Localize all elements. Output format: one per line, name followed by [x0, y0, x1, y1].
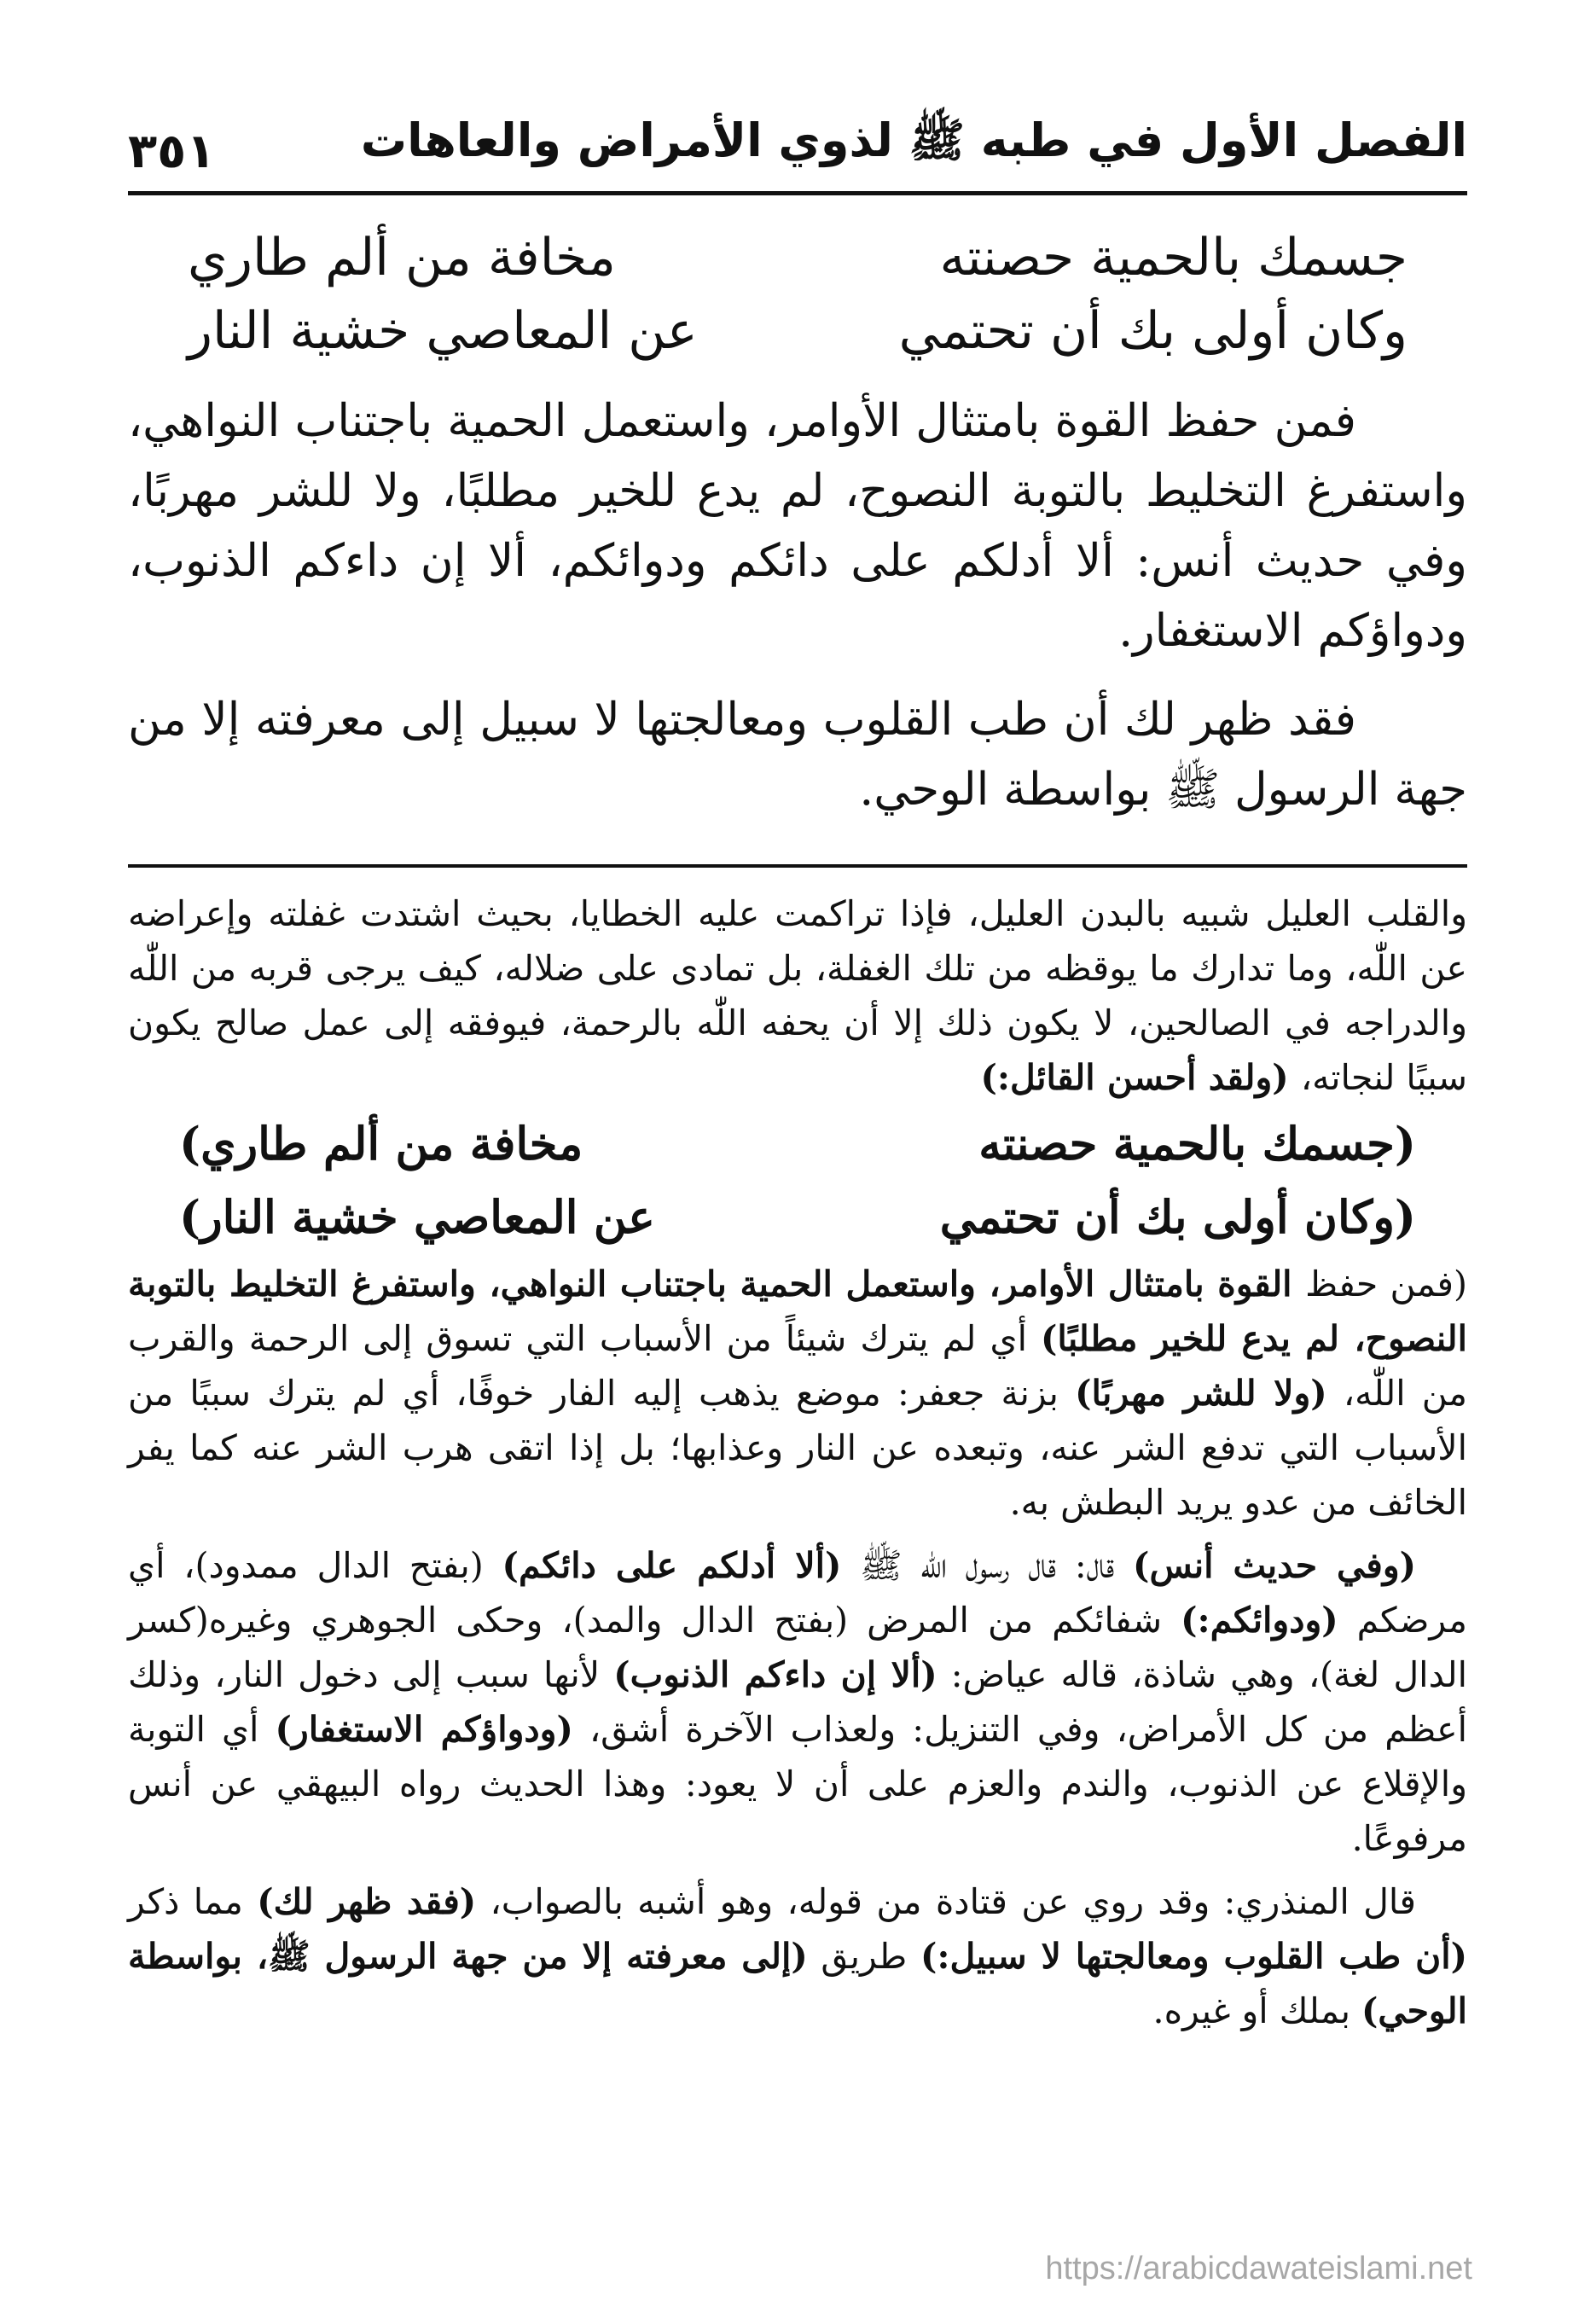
commentary-section: [128, 886, 1467, 2038]
commentary-text: بملك أو غيره.: [1152, 1990, 1362, 2031]
commentary-quote: (إلى معرفته إلا من جهة الرسول ﷺ، بواسطة الوحي): [128, 1936, 1467, 2031]
verse-line: [188, 294, 1408, 368]
verse-hemistich-left: مخافة من ألم طاري): [179, 1118, 583, 1171]
commentary-quote: (ودواؤكم الاستغفار): [275, 1709, 573, 1750]
commentary-text: أي لم يترك شيئاً من الأسباب التي تسوق إلى الرحمة والقرب من اللّٰه،: [128, 1318, 1467, 1414]
main-paragraph: فقد ظهر لك أن طب القلوب ومعالجتها لا سبيل إلى معرفته إلا من جهة الرسول ﷺ بواسطة الوحي.: [128, 694, 1467, 816]
commentary-quote: (ألا إن داءكم الذنوب): [613, 1654, 937, 1695]
watermark-url: https://arabicdawateislami.net: [1045, 2251, 1472, 2286]
verse-line: [188, 221, 1408, 294]
verse-hemistich-left: مخافة من ألم طاري: [188, 228, 616, 288]
chapter-title: الفصل الأول في طبه ﷺ لذوي الأمراض والعاهات: [360, 113, 1467, 167]
commentary-text: لأنها سبب إلى دخول النار، وذلك أعظم من كل الأمراض، وفي التنزيل: ولعذاب الآخرة أشق،: [128, 1654, 1467, 1750]
commentary-quote: (أن طب القلوب ومعالجتها لا سبيل:): [920, 1936, 1467, 1977]
footnote-separator: [128, 864, 1467, 868]
commentary-text: (بفتح الدال ممدود)، أي مرضكم: [128, 1545, 1468, 1641]
commentary-quote: (فقد ظهر لك): [257, 1881, 477, 1922]
main-paragraph: فمن حفظ القوة بامتثال الأوامر، واستعمل الحمية باجتناب النواهي، واستفرغ التخليط بالتوبة النصوح، لم يدع للخير مطلبًا، ولا للشر مهربًا، وفي حديث أنس: ألا أدلكم على دائكم ودوائكم، ألا إن داءكم الذنوب، ودواؤكم الاستغفار.: [128, 395, 1467, 657]
commentary-text: مما ذكر: [128, 1881, 258, 1922]
commentary-paragraph: [128, 1538, 1467, 1866]
verse-hemistich-left: عن المعاصي خشية النار: [188, 301, 698, 361]
commentary-text: قال المنذري: وقد روي عن قتادة من قوله، وهو أشبه بالصواب،: [476, 1881, 1416, 1922]
commentary-text: (فمن حفظ: [1305, 1264, 1467, 1304]
book-page: [128, 102, 1467, 2286]
verse-hemistich-right: (جسمك بالحمية حصنته: [978, 1118, 1416, 1171]
commentary-quote: (ولا للشر مهربًا): [1075, 1373, 1327, 1414]
commentary-quote: (ألا أدلكم على دائكم): [502, 1545, 842, 1586]
commentary-text: بزنة جعفر: موضع يذهب إليه الفار خوفًا، أي لم يترك سببًا من الأسباب التي تدفع الشر عنه، وتبعده عن النار وعذابها؛ بل إذا اتقى هرب الشر عنه كما يفر الخائف من عدو يريد البطش به.: [128, 1373, 1467, 1523]
page-header: [128, 102, 1467, 195]
main-verses: [128, 221, 1467, 368]
commentary-text: شفائكم من المرض (بفتح الدال والمد)، وحكى الجوهري وغيره(كسر الدال لغة)، وهي شاذة، قاله عياض:: [128, 1600, 1467, 1695]
commentary-quote: (ولقد أحسن القائل:): [980, 1057, 1301, 1098]
verse-hemistich-left: عن المعاصي خشية النار): [179, 1191, 655, 1244]
commentary-paragraph: [128, 1257, 1467, 1530]
commentary-paragraph: [128, 1874, 1467, 2038]
commentary-quote: (وفي حديث أنس): [1133, 1545, 1417, 1586]
page-number: ٣٥١: [128, 124, 216, 179]
verse-hemistich-right: (وكان أولى بك أن تحتمي: [939, 1191, 1416, 1244]
commentary-quote: القوة بامتثال الأوامر، واستعمل الحمية باجتناب النواهي، واستفرغ التخليط بالتوبة النصوح، لم يدع للخير مطلبًا): [128, 1264, 1468, 1359]
commentary-verse-line: [179, 1110, 1416, 1178]
commentary-text: أي التوبة والإقلاع عن الذنوب، والندم والعزم على أن لا يعود: وهذا الحديث رواه البيهقي عن أنس مرفوعًا.: [128, 1709, 1467, 1859]
commentary-text: قال: قال رسول اللّٰه ﷺ: [841, 1545, 1134, 1586]
commentary-verse-line: [179, 1183, 1416, 1252]
commentary-paragraph: [128, 886, 1467, 1105]
commentary-text: طريق: [807, 1936, 920, 1977]
verse-hemistich-right: وكان أولى بك أن تحتمي: [898, 301, 1408, 361]
verse-hemistich-right: جسمك بالحمية حصنته: [939, 228, 1408, 288]
commentary-quote: (ودوائكم:): [1181, 1600, 1338, 1641]
commentary-text: والقلب العليل شبيه بالبدن العليل، فإذا تراكمت عليه الخطايا، بحيث اشتدت غفلته وإعراضه عن اللّٰه، وما تدارك ما يوقظه من تلك الغفلة، بل تمادى على ضلاله، كيف يرجى قربه من اللّٰه والدراجه في الصالحين، لا يكون ذلك إلا أن يحفه اللّٰه بالرحمة، فيوفقه إلى عمل صالح يكون سببًا لنجاته،: [128, 893, 1467, 1098]
